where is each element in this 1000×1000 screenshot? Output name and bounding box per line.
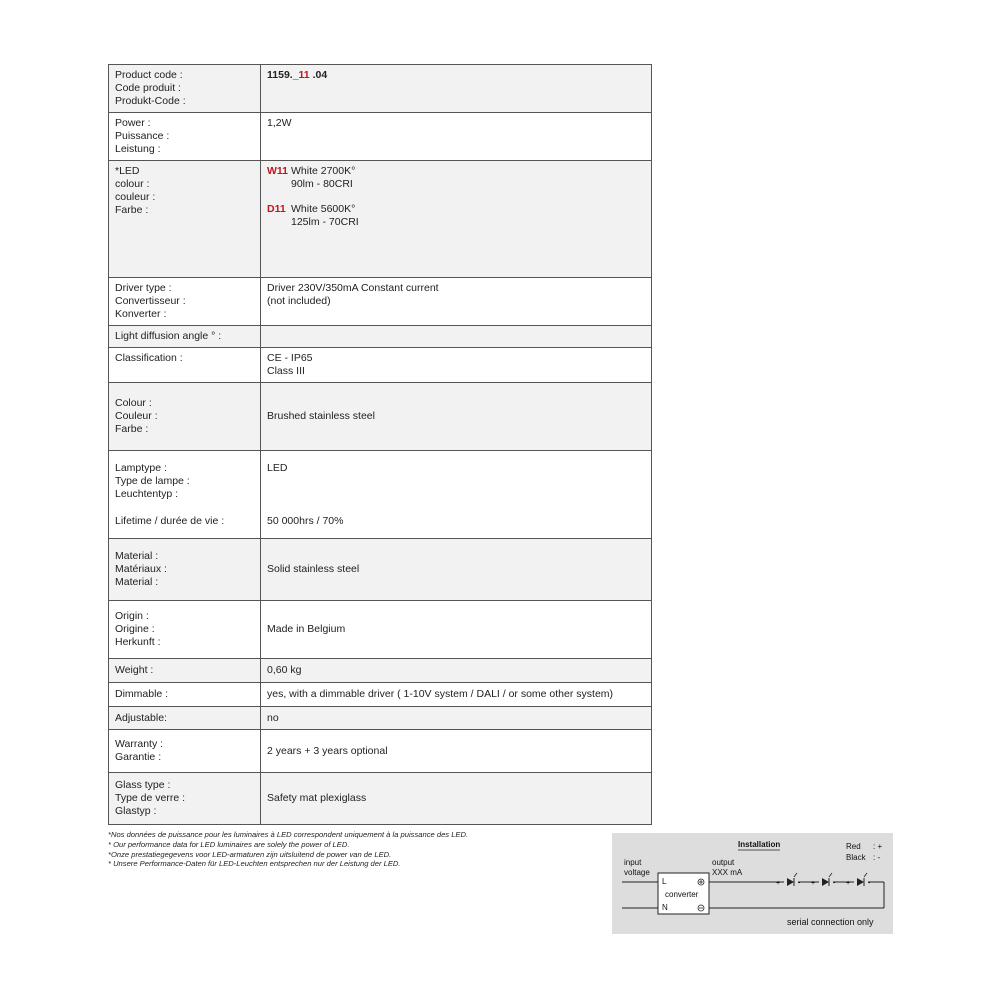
lifetime-value: 50 000hrs / 70% [267, 515, 344, 527]
spec-row-driver [109, 278, 652, 326]
spec-value [261, 161, 652, 278]
legend-red: Red [846, 842, 861, 851]
value-line: (not included) [267, 295, 331, 307]
led-code: W11 [267, 165, 289, 177]
spec-row-product-code [109, 65, 652, 113]
label-line: Leuchtentyp : [115, 488, 179, 500]
label-line: Dimmable : [115, 688, 169, 700]
legend-black-sign: : - [873, 853, 881, 862]
label-line: Type de verre : [115, 792, 186, 804]
label-line: Type de lampe : [115, 475, 190, 487]
product-code-suffix: .04 [309, 69, 328, 81]
led-name: White 5600K° [291, 203, 356, 215]
label-line: Adjustable: [115, 711, 167, 724]
label-line: Product code : [115, 69, 183, 81]
spec-row-diffusion-angle [109, 326, 652, 348]
value-line: Class III [267, 365, 305, 377]
spec-label [109, 539, 261, 601]
footnote: * Our performance data for LED luminaires are solely the power of LED. [108, 839, 350, 849]
led-plus-sign: + [811, 880, 816, 887]
led-option [267, 203, 645, 229]
spec-row-origin [109, 601, 652, 659]
label-line: couleur : [115, 191, 156, 203]
footnote: * Unsere Performance-Daten für LED-Leuchten entsprechen nur der Leistung der LED. [108, 859, 401, 869]
spec-value [261, 730, 652, 773]
label-line: Farbe : [115, 423, 149, 435]
spec-row-lamptype [109, 451, 652, 539]
spec-label [109, 601, 261, 659]
spec-value [261, 65, 652, 113]
led-symbol-2-icon [819, 873, 836, 887]
spec-row-glass-type [109, 773, 652, 825]
serial-note: serial connection only [787, 917, 874, 927]
lifetime-label: Lifetime / durée de vie : [115, 515, 225, 527]
spec-row-adjustable [109, 707, 652, 730]
spec-row-classification [109, 348, 652, 383]
label-line: Weight : [115, 664, 154, 676]
label-line: colour : [115, 178, 150, 190]
spec-value [261, 773, 652, 825]
label-line: Herkunft : [115, 636, 161, 648]
label-line: Power : [115, 117, 151, 129]
value-line: LED [267, 462, 288, 474]
spec-value [261, 659, 652, 683]
spec-value [261, 539, 652, 601]
footnotes [108, 830, 468, 869]
label-line: Glastyp : [115, 805, 157, 817]
value-line: Brushed stainless steel [267, 410, 375, 422]
spec-label [109, 383, 261, 451]
spec-label [109, 659, 261, 683]
installation-title: Installation [738, 840, 781, 849]
label-line: Puissance : [115, 130, 170, 142]
led-code: D11 [267, 203, 286, 215]
label-line: Colour : [115, 397, 152, 409]
input-label-1: input [624, 858, 642, 867]
spec-label [109, 278, 261, 326]
label-line: Couleur : [115, 410, 158, 422]
output-label-2: XXX mA [712, 868, 743, 877]
led-symbol-1-icon [784, 873, 801, 887]
value-line: yes, with a dimmable driver ( 1-10V system / DALI / or some other system) [267, 688, 614, 700]
spec-label [109, 113, 261, 161]
spec-row-power [109, 113, 652, 161]
spec-label [109, 683, 261, 707]
label-line: Driver type : [115, 282, 172, 294]
led-plus-sign: + [846, 880, 851, 887]
label-line: Light diffusion angle ° : [115, 330, 222, 342]
value-line: 2 years + 3 years optional [267, 744, 388, 757]
value-line: Driver 230V/350mA Constant current [267, 282, 439, 294]
terminal-n: N [662, 903, 668, 912]
value-line: 1,2W [267, 117, 292, 129]
label-line: Produkt-Code : [115, 95, 186, 107]
terminal-l: L [662, 877, 667, 886]
spec-label [109, 707, 261, 730]
label-line: Origin : [115, 610, 149, 622]
spec-row-weight [109, 659, 652, 683]
product-code-base: 1159._ [267, 69, 299, 81]
converter-label: converter [665, 890, 699, 899]
spec-row-warranty [109, 730, 652, 773]
led-symbol-3-icon [854, 873, 871, 887]
label-line: Leistung : [115, 143, 161, 155]
led-option [267, 165, 645, 191]
value-line: no [267, 711, 279, 724]
label-line: Code produit : [115, 82, 181, 94]
value-line: Safety mat plexiglass [267, 792, 367, 804]
value-line: 0,60 kg [267, 664, 302, 676]
led-detail: 90lm - 80CRI [291, 178, 353, 190]
spec-value [261, 113, 652, 161]
spec-value [261, 451, 652, 539]
spec-row-led-colour [109, 161, 652, 278]
led-name: White 2700K° [291, 165, 356, 177]
label-line: Matériaux : [115, 563, 167, 575]
spec-value [261, 707, 652, 730]
input-label-2: voltage [624, 868, 650, 877]
product-code-variant: 11 [298, 69, 310, 81]
spec-label [109, 773, 261, 825]
led-minus-sign: - [868, 880, 871, 887]
spec-value [261, 326, 652, 348]
spec-value [261, 683, 652, 707]
installation-diagram [612, 833, 893, 934]
value-line: Made in Belgium [267, 623, 346, 635]
spec-row-colour [109, 383, 652, 451]
spec-label [109, 730, 261, 773]
spec-value [261, 601, 652, 659]
label-line: Material : [115, 550, 159, 562]
footnote: *Nos données de puissance pour les luminaires à LED correspondent uniquement à la puissance des LED. [108, 830, 469, 839]
legend-red-sign: : + [873, 842, 883, 851]
label-line: Konverter : [115, 308, 167, 320]
label-line: Garantie : [115, 751, 162, 763]
legend-black: Black [846, 853, 866, 862]
led-plus-sign: + [776, 880, 781, 887]
label-line: Convertisseur : [115, 295, 186, 307]
value-line: CE - IP65 [267, 352, 313, 364]
spec-table [108, 64, 652, 825]
spec-label [109, 348, 261, 383]
label-line: Lamptype : [115, 462, 167, 474]
footnote: *Onze prestatiegegevens voor LED-armaturen zijn uitsluitend de power van de LED. [108, 849, 392, 859]
label-line: Warranty : [115, 738, 164, 750]
led-minus-sign: - [833, 880, 836, 887]
spec-label [109, 65, 261, 113]
label-line: Origine : [115, 623, 155, 635]
label-line: *LED [115, 165, 140, 177]
spec-row-material [109, 539, 652, 601]
spec-value [261, 383, 652, 451]
spec-label [109, 326, 261, 348]
output-label-1: output [712, 858, 735, 867]
spec-label [109, 161, 261, 278]
label-line: Classification : [115, 352, 183, 364]
value-line: Solid stainless steel [267, 563, 360, 575]
label-line: Material : [115, 576, 159, 588]
label-line: Farbe : [115, 204, 149, 216]
spec-value [261, 348, 652, 383]
led-minus-sign: - [798, 880, 801, 887]
spec-label [109, 451, 261, 539]
spec-row-dimmable [109, 683, 652, 707]
label-line: Glass type : [115, 779, 171, 791]
led-detail: 125lm - 70CRI [291, 216, 359, 228]
spec-value [261, 278, 652, 326]
